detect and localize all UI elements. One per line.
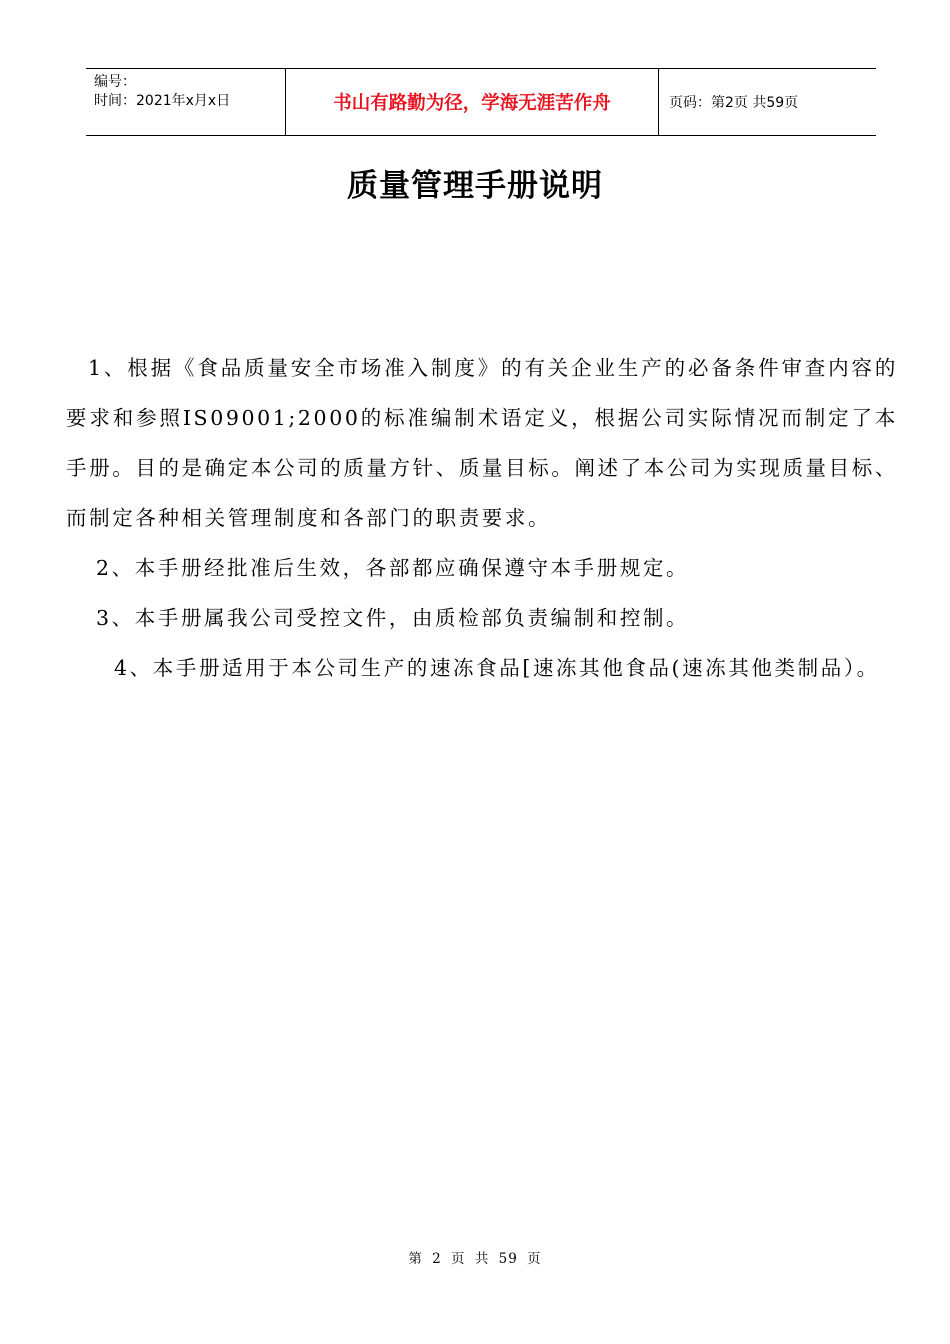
document-header [86,68,876,136]
document-number-label: 编号： [94,74,136,90]
header-motto: 书山有路勤为径，学海无涯苦作舟 [286,69,659,135]
document-time-label: 时间：2021年x月x日 [94,93,231,109]
header-meta [86,69,286,135]
paragraph-2: 2、本手册经批准后生效，各部都应确保遵守本手册规定。 [96,556,690,580]
document-body [66,343,898,693]
paragraph-1: 1、根据《食品质量安全市场准入制度》的有关企业生产的必备条件审查内容的要求和参照IS09001;2000的标准编制术语定义，根据公司实际情况而制定了本手册。目的是确定本公司的质量方针、质量目标。阐述了本公司为实现质量目标、而制定各种相关管理制度和各部门的职责要求。 [66,356,898,530]
header-page-info: 页码：第2页 共59页 [669,95,799,111]
document-title: 质量管理手册说明 [347,168,603,204]
paragraph-3: 3、本手册属我公司受控文件，由质检部负责编制和控制。 [96,606,690,630]
paragraph-4: 4、本手册适用于本公司生产的速冻食品[速冻其他食品(速冻其他类制品）。 [114,656,880,680]
page-footer: 第 2 页 共 59 页 [408,1251,542,1267]
